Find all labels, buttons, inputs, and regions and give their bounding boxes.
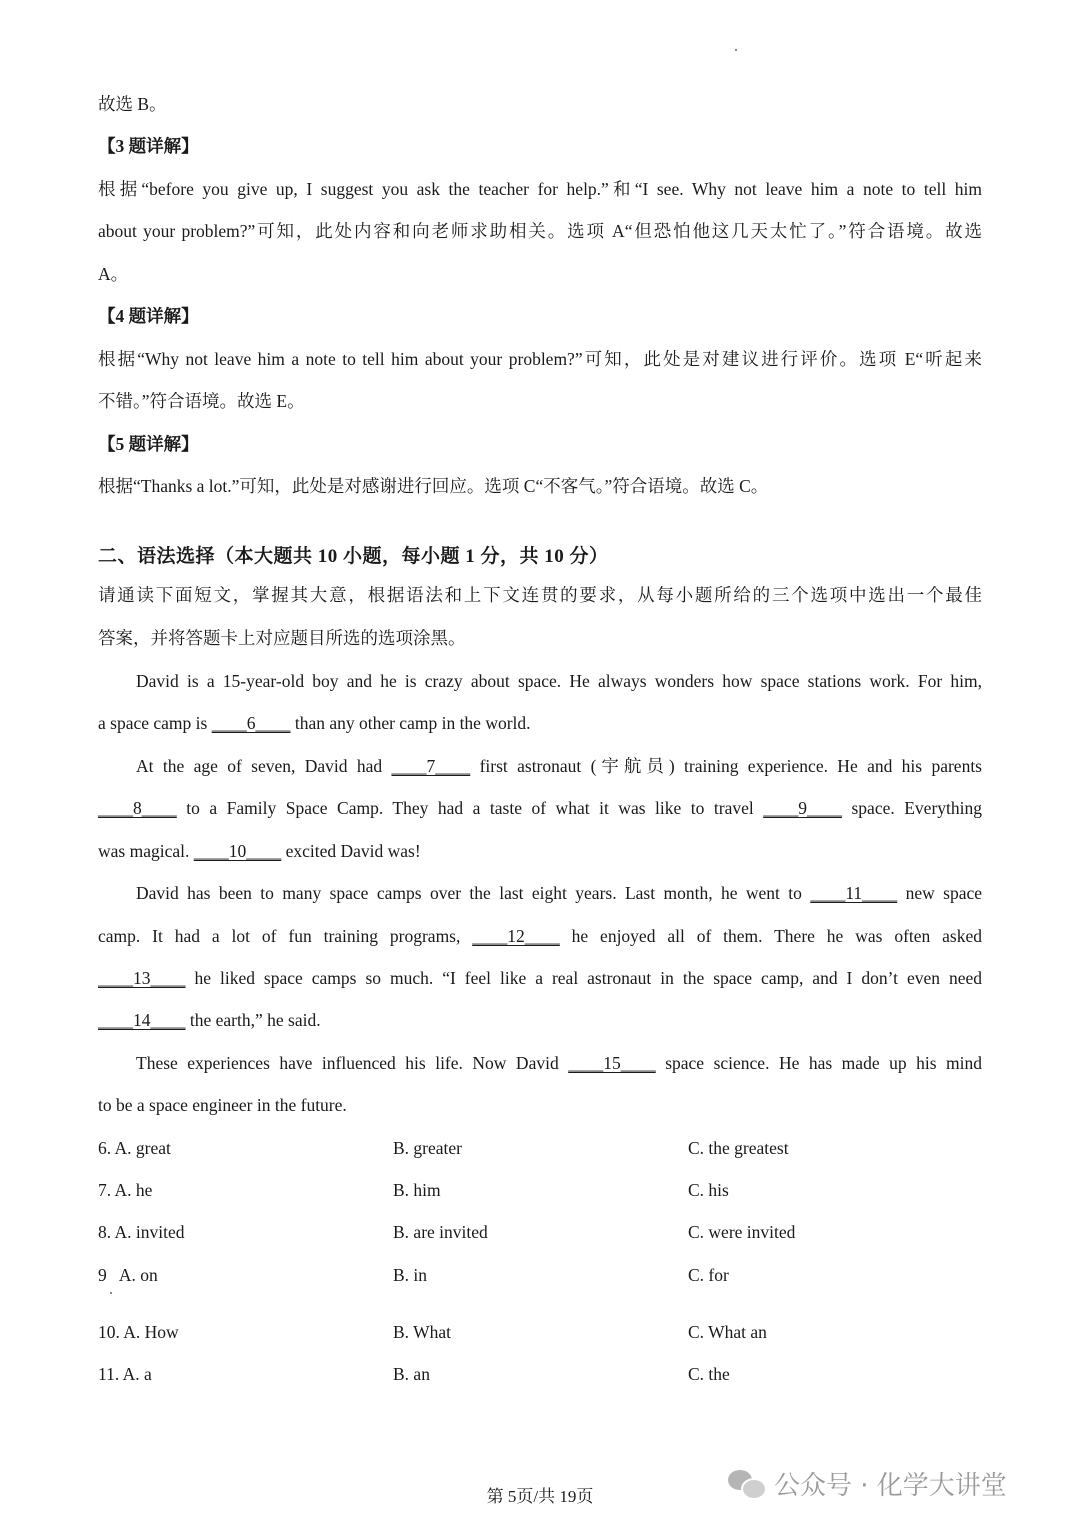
option-c: C. for [688,1265,729,1285]
passage-line [98,924,982,948]
wechat-icon [728,1468,766,1498]
passage-text: David has been to many space camps over the last eight years. Last month, he went to [136,883,811,903]
explanation-line: 根据“before you give up, I suggest you ask the teacher for help.”和“I see. Why not leave him a note to tell him [98,179,982,199]
passage-line [98,796,982,820]
passage-text: he enjoyed all of them. There he was often asked [559,926,983,946]
option-a: 11. A. a [98,1364,152,1384]
passage-line [98,754,982,778]
passage-text: the earth,” he said. [185,1010,321,1030]
passage-text: new space [897,883,982,903]
explanation-line: 根据“Why not leave him a note to tell him about your problem?”可知，此处是对建议进行评价。选项 E“听起来 [98,349,982,369]
blank-10: ____10____ [193,841,282,861]
blank-14: ____14____ [98,1010,186,1030]
option-b: B. in [393,1265,428,1285]
blank-9: ____9____ [763,798,842,818]
blank-7: ____7____ [391,756,471,776]
passage-line [98,839,421,863]
option-b: B. greater [393,1138,462,1158]
option-b: B. him [393,1180,441,1200]
option-b: B. What [393,1322,452,1342]
option-a: 6. A. great [98,1138,171,1158]
blank-12: ____12____ [472,926,560,946]
speck-mark [110,1292,112,1294]
passage-line: to be a space engineer in the future. [98,1095,347,1115]
explanation-line: about your problem?”可知，此处内容和向老师求助相关。选项 A“但恐怕他这几天太忙了。”符合语境。故选 [98,221,982,241]
passage-line [98,1008,321,1032]
option-a: 9 A. on [98,1265,158,1285]
passage-text: to a Family Space Camp. They had a taste of what it was like to travel [176,798,764,818]
speck-mark [735,49,737,51]
section-instruction: 答案，并将答题卡上对应题目所选的选项涂黑。 [98,628,466,648]
passage-line [98,881,982,905]
passage-text: space science. He has made up his mind [655,1053,982,1073]
option-a: 8. A. invited [98,1222,185,1242]
blank-13: ____13____ [98,968,186,988]
passage-text: than any other camp in the world. [290,713,531,733]
passage-text: camp. It had a lot of fun training programs, [98,926,473,946]
passage-line [98,966,982,990]
section-heading: 二、语法选择（本大题共 10 小题，每小题 1 分，共 10 分） [98,546,609,567]
passage-text: he liked space camps so much. “I feel like a real astronaut in the space camp, and I don’t even need [185,968,982,988]
option-c: C. his [688,1180,729,1200]
option-a: 10. A. How [98,1322,179,1342]
passage-text: was magical. [98,841,194,861]
blank-8: ____8____ [98,798,177,818]
explanation-line: A。 [98,264,129,284]
passage-text: excited David was! [281,841,421,861]
explanation-line: 不错。”符合语境。故选 E。 [98,391,305,411]
option-b: B. are invited [393,1222,488,1242]
option-b: B. an [393,1364,430,1384]
blank-15: ____15____ [568,1053,656,1073]
passage-text: a space camp is [98,713,212,733]
blank-6: ____6____ [211,713,291,733]
passage-text: space. Everything [841,798,982,818]
passage-text: These experiences have influenced his life. Now David [136,1053,569,1073]
passage-text: first astronaut (宇航员) training experience. He and his parents [470,756,982,776]
option-c: C. were invited [688,1222,796,1242]
blank-11: ____11____ [810,883,898,903]
watermark [728,1466,1007,1500]
passage-line: David is a 15-year-old boy and he is crazy about space. He always wonders how space stations work. For him, [136,671,982,691]
page-number: 第 5页/共 19页 [486,1487,594,1506]
question-3-heading: 【3 题详解】 [98,136,199,156]
answer-line: 故选 B。 [98,94,167,114]
option-c: C. the [688,1364,730,1384]
passage-line [98,711,531,735]
watermark-text: 公众号 · 化学大讲堂 [774,1470,1007,1501]
option-a: 7. A. he [98,1180,153,1200]
section-instruction: 请通读下面短文，掌握其大意，根据语法和上下文连贯的要求，从每小题所给的三个选项中选出一个最佳 [98,585,982,605]
explanation-line: 根据“Thanks a lot.”可知，此处是对感谢进行回应。选项 C“不客气。”符合语境。故选 C。 [98,476,769,496]
question-5-heading: 【5 题详解】 [98,434,199,454]
question-4-heading: 【4 题详解】 [98,306,199,326]
option-c: C. the greatest [688,1138,789,1158]
passage-text: At the age of seven, David had [136,756,392,776]
passage-line [98,1051,982,1075]
option-c: C. What an [688,1322,767,1342]
